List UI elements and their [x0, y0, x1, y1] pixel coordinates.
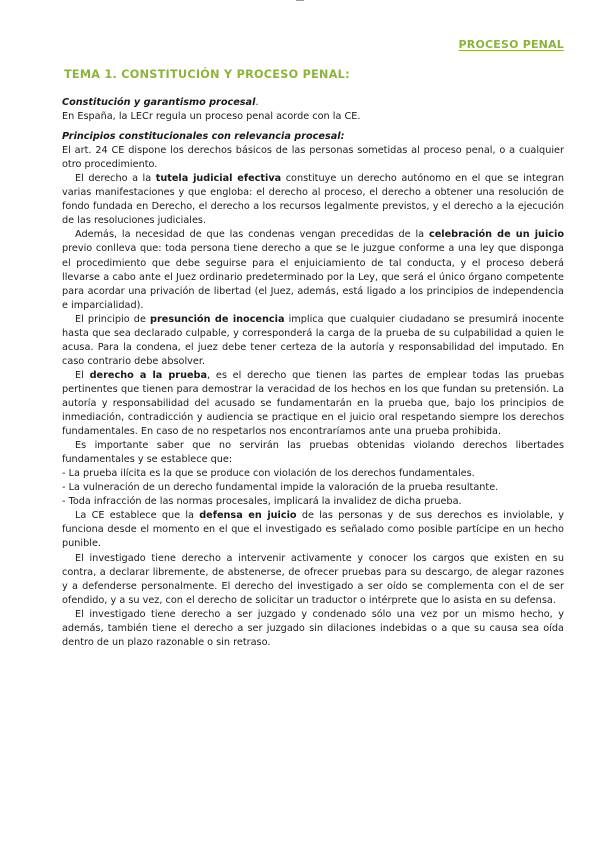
paragraph-1: El art. 24 CE dispone los derechos básicos de las personas sometidas al proceso penal, o a cualquier otro procedimiento. [62, 145, 564, 171]
document-body [62, 96, 564, 650]
p5-text-c: , es el derecho que tienen las partes de emplear todas las pruebas pertinentes que tienen para demostrar la veracidad de los hechos en los que fundan su pretensión. La autoría y responsabilidad del acusado se fundamentarán en la prueba que, bajo los principios de inmediación, contradicción y audiencia se practique en el juicio oral respetando siempre los derechos fundamentales. En caso de no respetarlos nos encontraríamos ante una prueba prohibida. [62, 369, 564, 438]
p7-text-a: La CE establece que la [75, 510, 200, 522]
section1-heading: Constitución y garantismo procesal [62, 97, 256, 108]
paragraph-9: El investigado tiene derecho a ser juzgado y condenado sólo una vez por un mismo hecho, y además, también tiene el derecho a ser juzgado sin dilaciones indebidas o a que su causa sea oída dentro de un plazo razonable o sin retraso. [62, 608, 564, 648]
p2-text-c: constituye un derecho autónomo en el que se integran varias manifestaciones y que engloba: el derecho al proceso, el derecho a obtener una resolución de fondo fundada en Derecho, el derecho a los recursos legalmente previstos, y el derecho a la ejecución de las resoluciones judiciales. [62, 173, 564, 227]
p3-text-a: Además, la necesidad de que las condenas vengan precedidas de la [75, 229, 429, 241]
paragraph-8: El investigado tiene derecho a intervenir activamente y conocer los cargos que existen en su contra, a declarar libremente, de abstenerse, de ofrecer pruebas para su descargo, de alegar razones y a defenderse personalmente. El derecho del investigado a ser oído se complementa con el de ser ofendido, y a su vez, con el derecho de solicitar un traductor o intérprete que lo asista en su defensa. [62, 552, 564, 606]
bullet-item: - Toda infracción de las normas procesales, implicará la invalidez de dicha prueba. [62, 496, 462, 508]
chapter-title: TEMA 1. CONSTITUCIÓN Y PROCESO PENAL: [64, 68, 350, 81]
p4-bold: presunción de inocencia [150, 313, 285, 325]
p2-text-a: El derecho a la [75, 173, 156, 185]
p5-bold: derecho a la prueba [89, 369, 208, 381]
paragraph-3 [62, 228, 564, 312]
section2-heading: Principios constitucionales con relevancia procesal: [62, 131, 345, 143]
p4-text-a: El principio de [75, 313, 151, 325]
p3-text-c: previo conlleva que: toda persona tiene derecho a que se le juzgue conforme a una ley que disponga el procedimiento que debe seguirse para el enjuiciamiento de tal conducta, y el proceso deberá llevarse a cabo ante el Juez ordinario predeterminado por la Ley, que será el único órgano competente para acordar una privación de libertad (el Juez, además, está ligado a los principios de independencia e imparcialidad). [62, 243, 564, 311]
section1-heading-end: . [255, 97, 259, 108]
paragraph-2 [62, 172, 564, 228]
bullet-item: - La vulneración de un derecho fundamental impide la valoración de la prueba resultante. [62, 482, 499, 494]
page-top-mark [296, 0, 304, 1]
p2-bold: tutela judicial efectiva [155, 173, 282, 185]
bullet-item: - La prueba ilícita es la que se produce con violación de los derechos fundamentales. [62, 468, 475, 480]
p5-text-a: El [75, 369, 90, 381]
section1-text: En España, la LECr regula un proceso penal acorde con la CE. [62, 111, 361, 123]
header-label: PROCESO PENAL [458, 38, 564, 51]
p7-text-c: de las personas y de sus derechos es inviolable, y funciona desde el momento en el que el investigado es señalado como posible partícipe en un hecho punible. [62, 510, 564, 550]
p4-text-c: implica que cualquier ciudadano se presumirá inocente hasta que sea declarado culpable, y corresponderá la carga de la prueba de su culpabilidad a quien le acusa. Para la condena, el juez debe tener certeza de la autoría y responsabilidad del imputado. En caso contrario debe absolver. [62, 313, 564, 367]
section1-heading-line [62, 96, 564, 110]
p7-bold: defensa en juicio [199, 510, 297, 522]
p3-bold: celebración de un juicio [428, 229, 564, 241]
section2-heading-line [62, 130, 564, 144]
paragraph-4 [62, 313, 564, 369]
paragraph-5 [62, 369, 564, 439]
paragraph-6: Es importante saber que no servirán las pruebas obtenidas violando derechos libertades fundamentales y se establece que: [62, 440, 564, 466]
paragraph-7 [62, 509, 564, 551]
